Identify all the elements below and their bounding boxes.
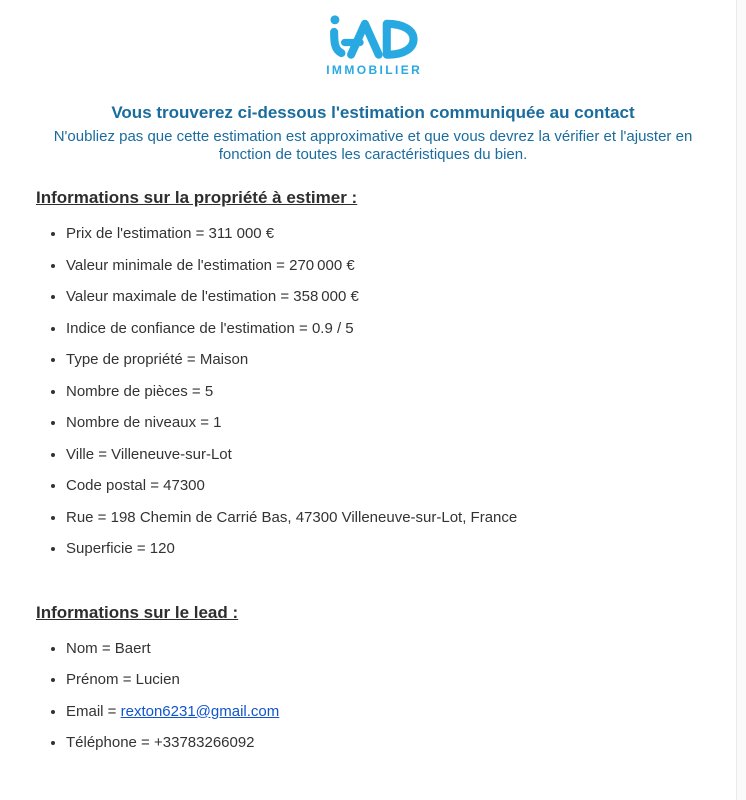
- item-value: 198 Chemin de Carrié Bas, 47300 Villeneuve-sur-Lot, France: [110, 508, 518, 526]
- item-value: 311 000 €: [208, 225, 275, 242]
- brand-logo-subtext: IMMOBILIER: [326, 63, 423, 77]
- item-label: Rue =: [66, 508, 111, 526]
- list-item: [66, 509, 710, 528]
- list-item: [66, 351, 710, 370]
- item-label: Nombre de niveaux =: [66, 414, 214, 431]
- item-label: Prix de l'estimation =: [66, 225, 209, 242]
- page-subtitle: N'oubliez pas que cette estimation est approximative et que vous devrez la vérifier et l'ajuster en fonction de toutes les caractéristiques du bien.: [53, 128, 693, 163]
- list-item: [66, 383, 710, 402]
- list-item: [66, 671, 710, 690]
- section-heading-property: Informations sur la propriété à estimer :: [36, 188, 358, 207]
- item-label: Valeur minimale de l'estimation =: [66, 256, 290, 274]
- item-label: Nom =: [66, 639, 115, 657]
- item-label: Ville =: [66, 445, 112, 463]
- item-value: 0.9 / 5: [311, 319, 354, 337]
- item-value: Villeneuve-sur-Lot: [111, 445, 232, 463]
- item-value: +33783266092: [154, 734, 255, 751]
- list-item: [66, 320, 710, 339]
- section-heading-lead: Informations sur le lead :: [36, 602, 239, 622]
- list-item: [66, 477, 710, 496]
- scrollbar-track[interactable]: [736, 0, 746, 800]
- item-value: Lucien: [135, 671, 180, 688]
- item-label: Email =: [66, 702, 121, 720]
- list-item: [66, 703, 710, 722]
- list-item: [66, 734, 710, 753]
- item-value: 358 000 €: [293, 288, 359, 305]
- item-value: 120: [149, 540, 175, 557]
- lead-section: [36, 603, 710, 753]
- item-value: 5: [204, 382, 214, 400]
- list-item: [66, 446, 710, 465]
- list-item: [66, 288, 710, 307]
- list-item: [66, 225, 710, 244]
- list-item: [66, 257, 710, 276]
- item-label: Nombre de pièces =: [66, 382, 205, 400]
- property-section: [36, 188, 710, 559]
- item-label: Type de propriété =: [66, 351, 200, 368]
- item-value: 270 000 €: [289, 256, 355, 274]
- page-title: Vous trouverez ci-dessous l'estimation communiquée au contact: [111, 103, 635, 122]
- item-value: Baert: [114, 639, 151, 657]
- item-value: 1: [213, 414, 222, 431]
- item-label: Code postal =: [66, 477, 164, 494]
- lead-info-list: [36, 640, 710, 753]
- item-label: Superficie =: [66, 540, 150, 557]
- list-item: [66, 540, 710, 559]
- item-label: Prénom =: [66, 671, 136, 688]
- email-link[interactable]: rexton6231@gmail.com: [120, 702, 280, 720]
- item-label: Téléphone =: [66, 734, 154, 751]
- list-item: [66, 414, 710, 433]
- item-label: Valeur maximale de l'estimation =: [66, 288, 294, 305]
- item-label: Indice de confiance de l'estimation =: [66, 319, 312, 337]
- item-value: Maison: [199, 351, 249, 368]
- property-info-list: [36, 225, 710, 559]
- brand-logo: [36, 0, 710, 77]
- iad-logo-icon: [326, 12, 420, 60]
- list-item: [66, 640, 710, 659]
- item-value: 47300: [163, 477, 205, 494]
